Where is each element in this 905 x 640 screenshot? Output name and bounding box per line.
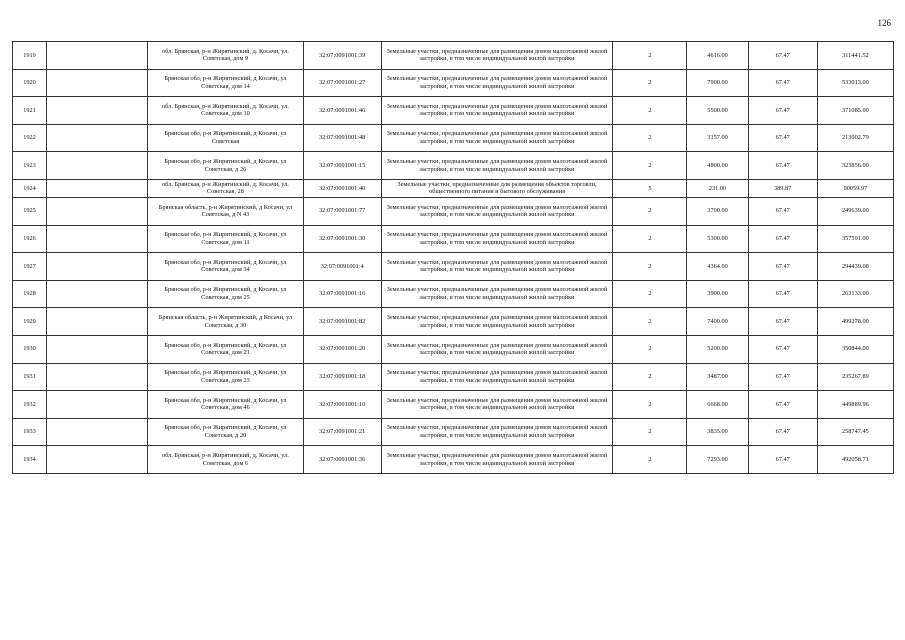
area-cell: 4616.00 [687, 42, 748, 70]
area-cell: 7900.00 [687, 69, 748, 97]
specific-value-cell: 67.47 [748, 152, 817, 180]
specific-value-cell: 67.47 [748, 253, 817, 281]
area-cell: 231.00 [687, 179, 748, 197]
address-cell: Брянская область, р-н Жирятинский, д Косачи, ул Советская, д 30 [148, 308, 303, 336]
empty-cell [47, 225, 148, 253]
address-cell: Брянская обл, р-н Жирятинский, д Косачи, ул Советская, дом 25 [148, 280, 303, 308]
row-number-cell: 1930 [13, 335, 47, 363]
empty-cell [47, 308, 148, 336]
specific-value-cell: 67.47 [748, 225, 817, 253]
row-number-cell: 1922 [13, 124, 47, 152]
empty-cell [47, 446, 148, 474]
area-cell: 4800.00 [687, 152, 748, 180]
land-use-cell: Земельные участки, предназначенные для размещения домов малоэтажной жилой застройки, в том числе индивидуальной жилой застройки [381, 152, 613, 180]
address-cell: Брянская обл, р-н Жирятинский, д Косачи, ул Советская, дом 21 [148, 335, 303, 363]
specific-value-cell: 67.47 [748, 69, 817, 97]
row-number-cell: 1929 [13, 308, 47, 336]
row-number-cell: 1923 [13, 152, 47, 180]
land-use-cell: Земельные участки, предназначенные для размещения домов малоэтажной жилой застройки, в том числе индивидуальной жилой застройки [381, 253, 613, 281]
area-cell: 3835.00 [687, 418, 748, 446]
empty-cell [47, 179, 148, 197]
table-row [13, 253, 894, 281]
land-use-cell: Земельные участки, предназначенные для размещения домов малоэтажной жилой застройки, в том числе индивидуальной жилой застройки [381, 69, 613, 97]
cadastral-value-cell: 213002.79 [817, 124, 893, 152]
land-use-cell: Земельные участки, предназначенные для размещения домов малоэтажной жилой застройки, в том числе индивидуальной жилой застройки [381, 280, 613, 308]
row-number-cell: 1927 [13, 253, 47, 281]
area-cell: 6668.00 [687, 391, 748, 419]
row-number-cell: 1926 [13, 225, 47, 253]
category-code-cell: 2 [613, 42, 687, 70]
specific-value-cell: 389.87 [748, 179, 817, 197]
row-number-cell: 1933 [13, 418, 47, 446]
area-cell: 5500.00 [687, 97, 748, 125]
cadastral-number-cell: 32:07:0091001:21 [303, 418, 381, 446]
table-row [13, 363, 894, 391]
cadastral-number-cell: 32:07:0091001:40 [303, 179, 381, 197]
row-number-cell: 1920 [13, 69, 47, 97]
cadastral-value-cell: 323856.00 [817, 152, 893, 180]
specific-value-cell: 67.47 [748, 363, 817, 391]
cadastral-value-cell: 350844.00 [817, 335, 893, 363]
table-row [13, 97, 894, 125]
area-cell: 3157.00 [687, 124, 748, 152]
empty-cell [47, 197, 148, 225]
cadastral-number-cell: 32:07:0091001:30 [303, 225, 381, 253]
address-cell: Брянская обл, р-н Жирятинский, д Косачи, ул Советская, дом 11 [148, 225, 303, 253]
row-number-cell: 1925 [13, 197, 47, 225]
category-code-cell: 2 [613, 280, 687, 308]
empty-cell [47, 42, 148, 70]
category-code-cell: 2 [613, 391, 687, 419]
specific-value-cell: 67.47 [748, 280, 817, 308]
cadastral-number-cell: 32:07:0091001:48 [303, 124, 381, 152]
cadastral-value-cell: 357591.00 [817, 225, 893, 253]
land-use-cell: Земельные участки, предназначенные для размещения домов малоэтажной жилой застройки, в том числе индивидуальной жилой застройки [381, 446, 613, 474]
cadastral-number-cell: 32:07:0091001:15 [303, 152, 381, 180]
table-row [13, 391, 894, 419]
row-number-cell: 1931 [13, 363, 47, 391]
address-cell: Брянская обл, р-н Жирятинский, д Косачи, ул Советская [148, 124, 303, 152]
table-row [13, 280, 894, 308]
table-row [13, 446, 894, 474]
table-row [13, 179, 894, 197]
category-code-cell: 2 [613, 363, 687, 391]
empty-cell [47, 69, 148, 97]
category-code-cell: 2 [613, 446, 687, 474]
table-row [13, 418, 894, 446]
cadastral-number-cell: 32:07:0091001:36 [303, 446, 381, 474]
address-cell: Брянская обл, р-н Жирятинский, д Косачи, ул Советская, дом 23 [148, 363, 303, 391]
address-cell: Брянская обл, р-н Жирятинский, д Косачи, ул Советская, дом 34 [148, 253, 303, 281]
table-row [13, 335, 894, 363]
address-cell: обл. Брянская, р-н Жирятинский, д. Косачи, ул. Советская, дом 9 [148, 42, 303, 70]
area-cell: 3487.00 [687, 363, 748, 391]
land-use-cell: Земельные участки, предназначенные для размещения домов малоэтажной жилой застройки, в том числе индивидуальной жилой застройки [381, 363, 613, 391]
cadastral-value-table [12, 41, 894, 474]
cadastral-value-cell: 492058.71 [817, 446, 893, 474]
specific-value-cell: 67.47 [748, 124, 817, 152]
area-cell: 5300.00 [687, 225, 748, 253]
cadastral-value-cell: 294439.08 [817, 253, 893, 281]
cadastral-number-cell: 32:07:0091001:20 [303, 335, 381, 363]
cadastral-value-cell: 263133.00 [817, 280, 893, 308]
cadastral-number-cell: 32:07:0091001:18 [303, 363, 381, 391]
cadastral-number-cell: 32:07:0091001:46 [303, 97, 381, 125]
table-row [13, 197, 894, 225]
cadastral-value-cell: 258747.45 [817, 418, 893, 446]
cadastral-value-cell: 311441.52 [817, 42, 893, 70]
address-cell: Брянская обл, р-н Жирятинский, д Косачи, ул Советская, д 20 [148, 418, 303, 446]
row-number-cell: 1921 [13, 97, 47, 125]
category-code-cell: 2 [613, 97, 687, 125]
empty-cell [47, 97, 148, 125]
land-use-cell: Земельные участки, предназначенные для размещения домов малоэтажной жилой застройки, в том числе индивидуальной жилой застройки [381, 391, 613, 419]
cadastral-value-cell: 371085.00 [817, 97, 893, 125]
cadastral-number-cell: 32:07:0091001:77 [303, 197, 381, 225]
category-code-cell: 2 [613, 418, 687, 446]
address-cell: Брянская обл, р-н Жирятинский, д Косачи, ул Советская, д 26 [148, 152, 303, 180]
address-cell: обл. Брянская, р-н Жирятинский, д. Косачи, ул. Советская, дом 10 [148, 97, 303, 125]
specific-value-cell: 67.47 [748, 446, 817, 474]
empty-cell [47, 280, 148, 308]
cadastral-number-cell: 32:07:0091001:27 [303, 69, 381, 97]
land-use-cell: Земельные участки, предназначенные для размещения домов малоэтажной жилой застройки, в том числе индивидуальной жилой застройки [381, 42, 613, 70]
table-row [13, 225, 894, 253]
specific-value-cell: 67.47 [748, 391, 817, 419]
land-use-cell: Земельные участки, предназначенные для размещения объектов торговли, общественного питания и бытового обслуживания [381, 179, 613, 197]
row-number-cell: 1928 [13, 280, 47, 308]
table-body [13, 42, 894, 474]
area-cell: 7293.00 [687, 446, 748, 474]
area-cell: 3700.00 [687, 197, 748, 225]
area-cell: 5200.00 [687, 335, 748, 363]
category-code-cell: 2 [613, 124, 687, 152]
empty-cell [47, 152, 148, 180]
specific-value-cell: 67.47 [748, 418, 817, 446]
area-cell: 3900.00 [687, 280, 748, 308]
cadastral-number-cell: 32:07:0091001:82 [303, 308, 381, 336]
table-row [13, 308, 894, 336]
cadastral-value-cell: 533013.00 [817, 69, 893, 97]
address-cell: обл. Брянская, р-н Жирятинский, д. Косачи, ул. Советская, 28 [148, 179, 303, 197]
category-code-cell: 2 [613, 197, 687, 225]
category-code-cell: 2 [613, 308, 687, 336]
land-use-cell: Земельные участки, предназначенные для размещения домов малоэтажной жилой застройки, в том числе индивидуальной жилой застройки [381, 418, 613, 446]
specific-value-cell: 67.47 [748, 97, 817, 125]
address-cell: Брянская область, р-н Жирятинский, д Косачи, ул Советская, д N 43 [148, 197, 303, 225]
cadastral-value-cell: 499278.00 [817, 308, 893, 336]
table-row [13, 69, 894, 97]
specific-value-cell: 67.47 [748, 308, 817, 336]
land-use-cell: Земельные участки, предназначенные для размещения домов малоэтажной жилой застройки, в том числе индивидуальной жилой застройки [381, 225, 613, 253]
land-use-cell: Земельные участки, предназначенные для размещения домов малоэтажной жилой застройки, в том числе индивидуальной жилой застройки [381, 197, 613, 225]
land-use-cell: Земельные участки, предназначенные для размещения домов малоэтажной жилой застройки, в том числе индивидуальной жилой застройки [381, 335, 613, 363]
page-number: 126 [877, 18, 891, 28]
table-row [13, 152, 894, 180]
specific-value-cell: 67.47 [748, 42, 817, 70]
cadastral-number-cell: 32:07:0091001:10 [303, 391, 381, 419]
address-cell: Брянская обл, р-н Жирятинский, д Косачи, ул Советская, дом 46 [148, 391, 303, 419]
cadastral-number-cell: 32:07:0091001:4 [303, 253, 381, 281]
row-number-cell: 1924 [13, 179, 47, 197]
category-code-cell: 2 [613, 69, 687, 97]
cadastral-value-cell: 235267.89 [817, 363, 893, 391]
specific-value-cell: 67.47 [748, 335, 817, 363]
cadastral-value-cell: 449889.96 [817, 391, 893, 419]
land-use-cell: Земельные участки, предназначенные для размещения домов малоэтажной жилой застройки, в том числе индивидуальной жилой застройки [381, 308, 613, 336]
land-use-cell: Земельные участки, предназначенные для размещения домов малоэтажной жилой застройки, в том числе индивидуальной жилой застройки [381, 124, 613, 152]
area-cell: 4364.00 [687, 253, 748, 281]
cadastral-value-cell: 90059.97 [817, 179, 893, 197]
cadastral-value-cell: 249639.00 [817, 197, 893, 225]
category-code-cell: 2 [613, 225, 687, 253]
row-number-cell: 1934 [13, 446, 47, 474]
empty-cell [47, 418, 148, 446]
cadastral-number-cell: 32:07:0091001:16 [303, 280, 381, 308]
category-code-cell: 2 [613, 152, 687, 180]
empty-cell [47, 253, 148, 281]
land-use-cell: Земельные участки, предназначенные для размещения домов малоэтажной жилой застройки, в том числе индивидуальной жилой застройки [381, 97, 613, 125]
empty-cell [47, 391, 148, 419]
category-code-cell: 2 [613, 253, 687, 281]
empty-cell [47, 363, 148, 391]
address-cell: Брянская обл, р-н Жирятинский, д Косачи, ул Советская, дом 14 [148, 69, 303, 97]
category-code-cell: 2 [613, 335, 687, 363]
empty-cell [47, 124, 148, 152]
specific-value-cell: 67.47 [748, 197, 817, 225]
category-code-cell: 5 [613, 179, 687, 197]
table-row [13, 42, 894, 70]
table-row [13, 124, 894, 152]
empty-cell [47, 335, 148, 363]
row-number-cell: 1932 [13, 391, 47, 419]
address-cell: обл. Брянская, р-н Жирятинский, д. Косачи, ул. Советская, дом 6 [148, 446, 303, 474]
cadastral-number-cell: 32:07:0091001:39 [303, 42, 381, 70]
area-cell: 7400.00 [687, 308, 748, 336]
row-number-cell: 1919 [13, 42, 47, 70]
